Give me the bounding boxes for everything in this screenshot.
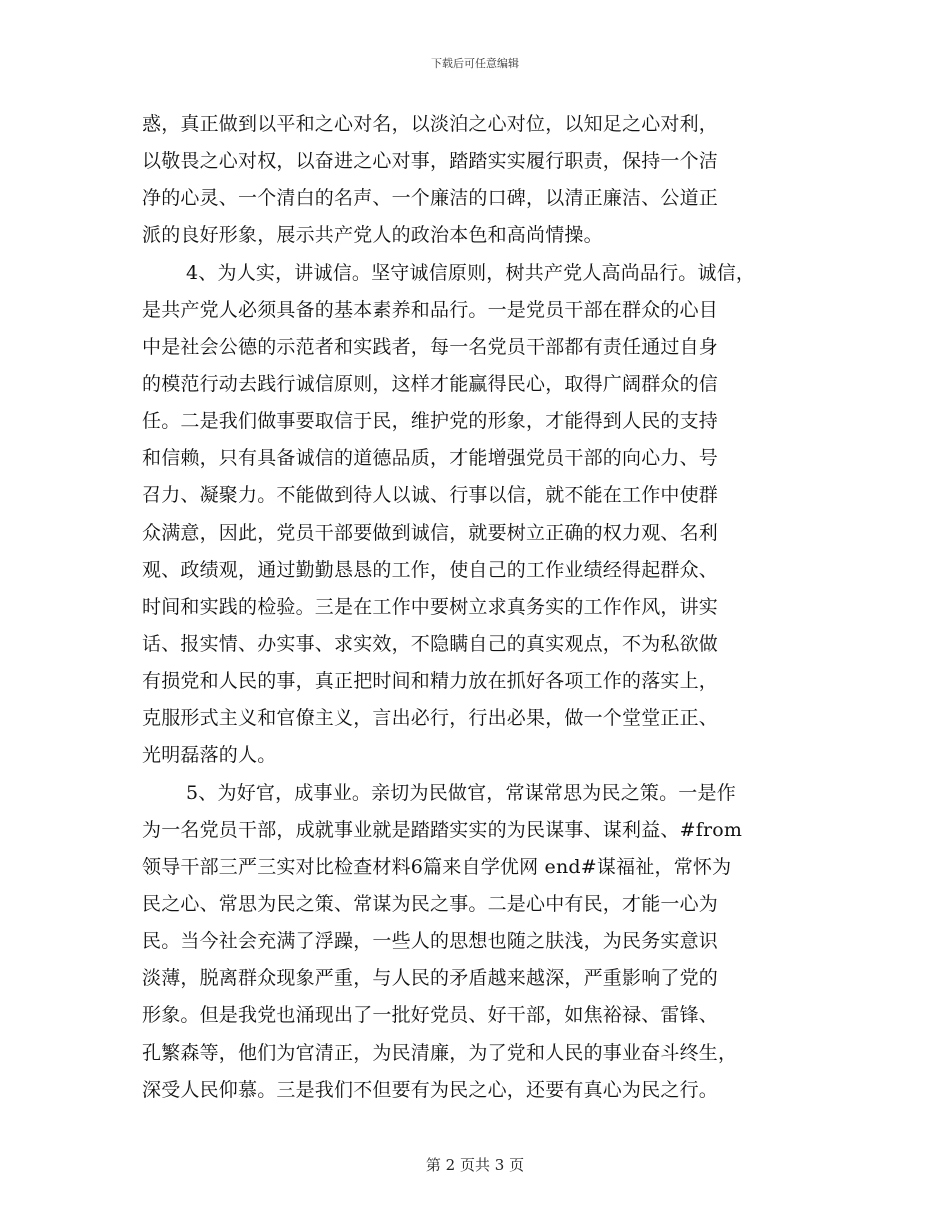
text-line: 民。当今社会充满了浮躁，一些人的思想也随之肤浅，为民务实意识 [142, 930, 719, 953]
text-line: 和信赖，只有具备诚信的道德品质，才能增强党员干部的向心力、号 [142, 447, 719, 470]
text-line: 召力、凝聚力。不能做到待人以诚、行事以信，就不能在工作中使群 [142, 484, 719, 507]
text-line: 惑，真正做到以平和之心对名，以淡泊之心对位，以知足之心对利， [142, 113, 719, 135]
text-line: 领导干部三严三实对比检查材料6篇来自学优网 end#谋福祉，常怀为 [142, 855, 732, 878]
text-line: 民之心、常思为民之策、常谋为民之事。二是心中有民，才能一心为 [142, 892, 719, 915]
page-footer: 第 2 页共 3 页 [425, 1156, 525, 1174]
text-line: 为一名党员干部，成就事业就是踏踏实实的为民谋事、谋利益、#from [142, 818, 743, 841]
text-line: 光明磊落的人。 [142, 744, 277, 767]
text-line: 克服形式主义和官僚主义，言出必行，行出必果，做一个堂堂正正、 [142, 707, 719, 730]
text-line: 以敬畏之心对权，以奋进之心对事，踏踏实实履行职责，保持一个洁 [142, 150, 719, 173]
text-line: 众满意，因此，党员干部要做到诚信，就要树立正确的权力观、名利 [142, 521, 719, 544]
text-line: 任。二是我们做事要取信于民，维护党的形象，才能得到人民的支持 [142, 410, 719, 433]
text-line: 的模范行动去践行诚信原则，这样才能赢得民心，取得广阔群众的信 [142, 372, 719, 395]
text-line: 是共产党人必须具备的基本素养和品行。一是党员干部在群众的心目 [142, 298, 719, 321]
text-line: 淡薄，脱离群众现象严重，与人民的矛盾越来越深，严重影响了党的 [142, 967, 719, 990]
text-line: 时间和实践的检验。三是在工作中要树立求真务实的工作作风，讲实 [142, 595, 719, 618]
text-line: 话、报实情、办实事、求实效，不隐瞒自己的真实观点，不为私欲做 [142, 632, 719, 655]
text-line: 派的良好形象，展示共产党人的政治本色和高尚情操。 [142, 224, 603, 247]
text-line: 有损党和人民的事，真正把时间和精力放在抓好各项工作的落实上， [142, 670, 719, 693]
page-header: 下载后可任意编辑 [431, 57, 519, 70]
text-line: 孔繁森等，他们为官清正，为民清廉，为了党和人民的事业奋斗终生， [142, 1041, 738, 1064]
text-line: 形象。但是我党也涌现出了一批好党员、好干部，如焦裕禄、雷锋、 [142, 1004, 719, 1027]
text-line: 中是社会公德的示范者和实践者，每一名党员干部都有责任通过自身 [142, 335, 719, 358]
document-body [142, 106, 822, 1109]
text-line: 净的心灵、一个清白的名声、一个廉洁的口碑，以清正廉洁、公道正 [142, 187, 719, 210]
text-line: 4、为人实，讲诚信。坚守诚信原则，树共产党人高尚品行。诚信， [186, 261, 756, 284]
text-line: 5、为好官，成事业。亲切为民做官，常谋常思为民之策。一是作 [186, 781, 736, 804]
text-line: 观、政绩观，通过勤勤恳恳的工作，使自己的工作业绩经得起群众、 [142, 558, 719, 581]
text-line: 深受人民仰慕。三是我们不但要有为民之心，还要有真心为民之行。 [142, 1078, 719, 1101]
